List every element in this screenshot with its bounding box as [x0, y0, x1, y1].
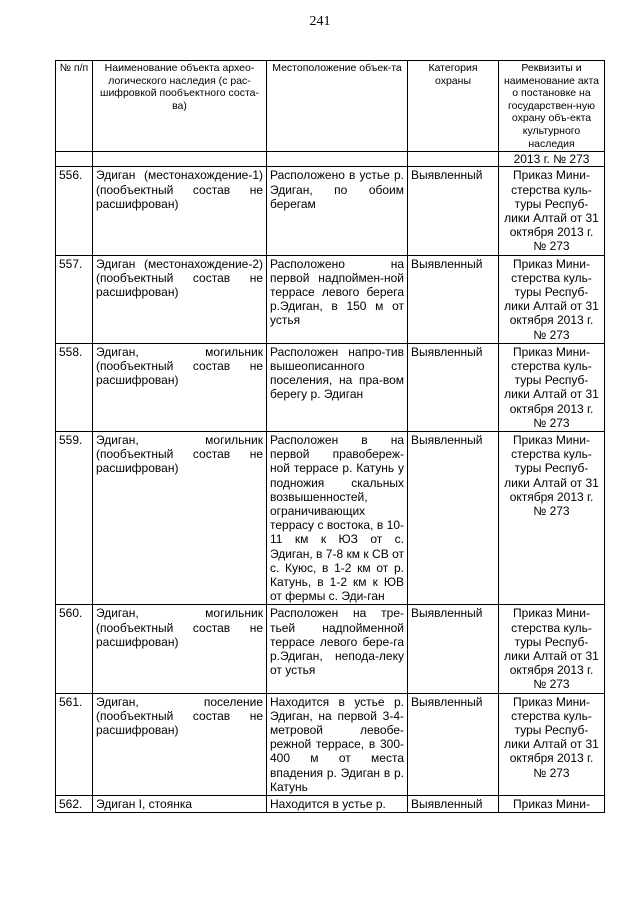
row-name: Эдиган (местонахождение-2) (пообъектный состав не расшифрован)	[93, 255, 267, 343]
row-location: Находится в устье р. Эдиган, на первой 3-4-метровой левобе-режной террасе, в 300-400 м от места впадения р. Эдиган в р. Катунь	[267, 693, 408, 795]
row-category: Выявленный	[408, 343, 499, 431]
table-row	[56, 796, 605, 813]
row-location: Расположено на первой надпоймен-ной террасе левого берега р.Эдиган, в 150 м от устья	[267, 255, 408, 343]
row-num: 557.	[56, 255, 93, 343]
row-name: Эдиган, могильник (пообъектный состав не расшифрован)	[93, 432, 267, 605]
page-number: 241	[309, 14, 331, 29]
row-num: 562.	[56, 796, 93, 813]
row-requisites: Приказ Мини-стерства куль-туры Респуб-лики Алтай от 31 октября 2013 г. № 273	[499, 432, 605, 605]
row-requisites: Приказ Мини-стерства куль-туры Респуб-лики Алтай от 31 октября 2013 г. № 273	[499, 167, 605, 255]
row-num: 556.	[56, 167, 93, 255]
header-name: Наименование объекта архео-логического наследия (с рас-шифровкой пообъектного соста-ва)	[93, 61, 267, 152]
header-num: № п/п	[56, 61, 93, 152]
header-category: Категория охраны	[408, 61, 499, 152]
row-name: Эдиган (местонахождение-1) (пообъектный состав не расшифрован)	[93, 167, 267, 255]
row-category: Выявленный	[408, 167, 499, 255]
heritage-registry-table	[55, 60, 605, 813]
row-num: 559.	[56, 432, 93, 605]
row-location: Расположено в устье р. Эдиган, по обоим берегам	[267, 167, 408, 255]
row-name: Эдиган, могильник (пообъектный состав не расшифрован)	[93, 343, 267, 431]
row-category: Выявленный	[408, 796, 499, 813]
row-location: Находится в устье р.	[267, 796, 408, 813]
row-location: Расположен напро-тив вышеописанного поселения, на пра-вом берегу р. Эдиган	[267, 343, 408, 431]
row-category: Выявленный	[408, 605, 499, 693]
row-name: Эдиган, поселение (пообъектный состав не расшифрован)	[93, 693, 267, 795]
row-location: Расположен на тре-тьей надпойменной террасе левого бере-га р.Эдиган, непода-леку от устья	[267, 605, 408, 693]
row-requisites: Приказ Мини-стерства куль-туры Респуб-лики Алтай от 31 октября 2013 г. № 273	[499, 693, 605, 795]
row-num: 560.	[56, 605, 93, 693]
continuation-cell: 2013 г. № 273	[499, 152, 605, 167]
row-category: Выявленный	[408, 255, 499, 343]
table-row	[56, 432, 605, 605]
row-category: Выявленный	[408, 432, 499, 605]
table-row	[56, 167, 605, 255]
row-requisites: Приказ Мини-	[499, 796, 605, 813]
header-requisites: Реквизиты и наименование акта о постановке на государствен-ную охрану объ-екта культурного наследия	[499, 61, 605, 152]
row-num: 561.	[56, 693, 93, 795]
row-name: Эдиган I, стоянка	[93, 796, 267, 813]
table-row	[56, 693, 605, 795]
row-requisites: Приказ Мини-стерства куль-туры Респуб-лики Алтай от 31 октября 2013 г. № 273	[499, 343, 605, 431]
header-location: Местоположение объек-та	[267, 61, 408, 152]
continuation-row	[56, 152, 605, 167]
row-num: 558.	[56, 343, 93, 431]
table-row	[56, 343, 605, 431]
row-requisites: Приказ Мини-стерства куль-туры Респуб-лики Алтай от 31 октября 2013 г. № 273	[499, 255, 605, 343]
row-requisites: Приказ Мини-стерства куль-туры Респуб-лики Алтай от 31 октября 2013 г. № 273	[499, 605, 605, 693]
table-row	[56, 255, 605, 343]
row-category: Выявленный	[408, 693, 499, 795]
table-header-row	[56, 61, 605, 152]
row-location: Расположен в на первой правобереж-ной террасе р. Катунь у подножия скальных возвышенностей, ограничивающих террасу с востока, в 10-11 км к ЮЗ от с. Эдиган, в 7-8 км к СВ от с. Куюс, в 1-2 км от р. Катунь, в 1-2 км к ЮВ от фермы с. Эди-ган	[267, 432, 408, 605]
row-name: Эдиган, могильник (пообъектный состав не расшифрован)	[93, 605, 267, 693]
table-row	[56, 605, 605, 693]
